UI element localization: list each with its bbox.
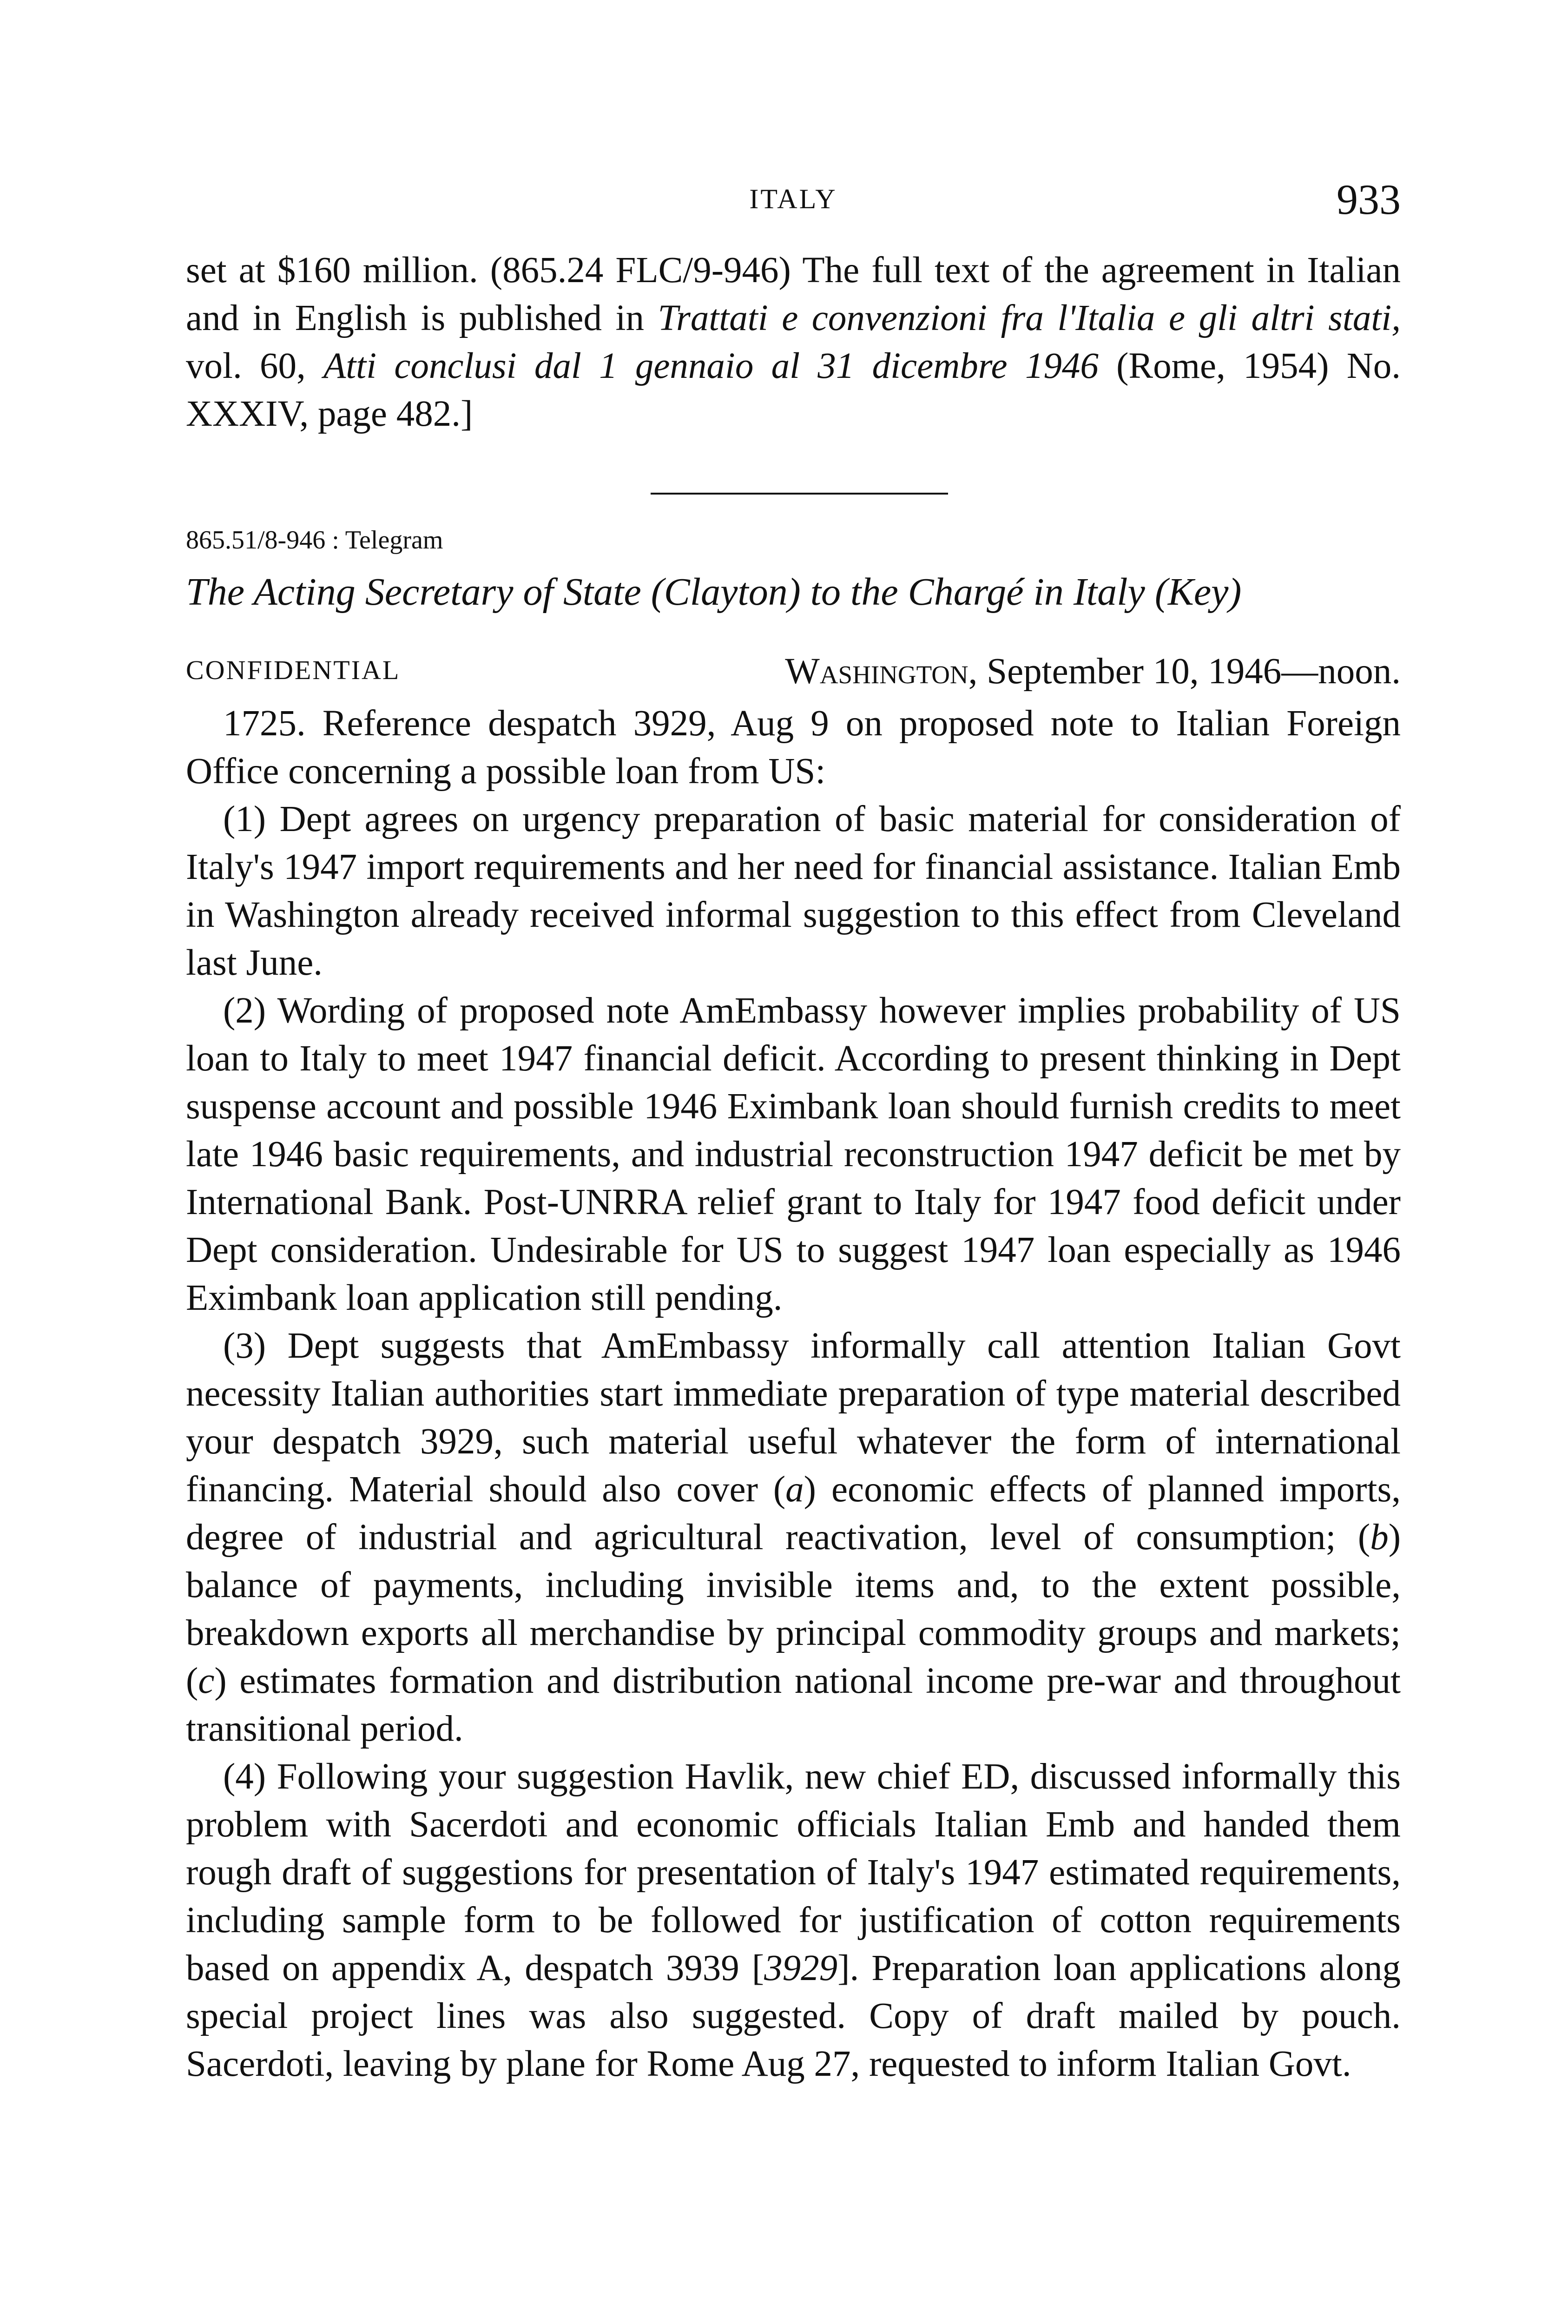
p5-text-b: ]. Preparation loan applications along special project lines was also suggested. Copy of draft mailed by pouch. Sacerdoti, leaving by plane for Rome Aug 27, requested to inform Italian Govt. <box>186 1948 1401 2084</box>
p4-letter-c: c <box>198 1661 215 1701</box>
telegram-body <box>186 700 1401 2088</box>
body-paragraph-5 <box>186 1753 1401 2088</box>
p4-text-d: ) estimates formation and distribution national income pre-war and throughout transitional period. <box>186 1661 1401 1749</box>
p4-text-b: ) economic effects of planned imports, degree of industrial and agricultural reactivation, level of consumption; ( <box>186 1469 1401 1558</box>
intro-text-1: set at $160 million. (865.24 FLC/9-946) The full text of the agreement in Italian and in English is published in <box>186 250 1401 338</box>
p5-text-a: (4) Following your suggestion Havlik, new chief ED, discussed informally this problem with Sacerdoti and economic officials Italian Emb and handed them rough draft of suggestions for presentation of Italy's 1947 estimated requirements, including sample form to be followed for justification of cotton requirements based on appendix A, despatch 3939 [ <box>186 1756 1401 1988</box>
body-paragraph-3: (2) Wording of proposed note AmEmbassy however implies probability of US loan to Italy to meet 1947 financial deficit. According to present thinking in Dept suspense account and possible 1946 Eximbank loan should furnish credits to meet late 1946 basic requirements, and industrial reconstruction 1947 deficit be met by International Bank. Post-UNRRA relief grant to Italy for 1947 food deficit under Dept consideration. Undesirable for US to suggest 1947 loan especially as 1946 Eximbank loan application still pending. <box>186 990 1401 1318</box>
running-head <box>186 175 1401 226</box>
p4-text-a: (3) Dept suggests that AmEmbassy informally call attention Italian Govt necessity Italian authorities start immediate preparation of type material described your despatch 3929, such material useful whatever the form of international financing. Material should also cover ( <box>186 1326 1401 1510</box>
dateline-place: Washington, <box>785 651 978 692</box>
document-header-row <box>186 651 1401 697</box>
intro-text-3: (Rome, 1954) No. XXXIV, page 482.] <box>186 346 1401 434</box>
classification-label: CONFIDENTIAL <box>186 655 401 685</box>
dateline-date: September 10, 1946—noon. <box>977 651 1401 692</box>
running-title: ITALY <box>749 184 837 214</box>
intro-paragraph <box>186 246 1401 438</box>
intro-text-2: vol. 60, <box>186 346 323 386</box>
p5-correction: 3929 <box>764 1948 838 1988</box>
page-number: 933 <box>1337 176 1401 223</box>
p4-letter-a: a <box>785 1469 804 1510</box>
dateline <box>785 651 1401 693</box>
intro-title-1: Trattati e convenzioni fra l'Italia e gli altri stati, <box>658 298 1401 338</box>
file-reference: 865.51/8-946 : Telegram <box>186 526 443 555</box>
body-paragraph-2: (1) Dept agrees on urgency preparation of basic material for consideration of Italy's 1947 import requirements and her need for financial assistance. Italian Emb in Washington already received informal suggestion to this effect from Cleveland last June. <box>186 799 1401 983</box>
section-divider <box>651 493 948 495</box>
p4-text-c: ) balance of payments, including invisible items and, to the extent possible, breakdown exports all merchandise by principal commodity groups and markets; ( <box>186 1517 1401 1701</box>
document-heading: The Acting Secretary of State (Clayton) to the Chargé in Italy (Key) <box>186 570 1242 614</box>
intro-title-2: Atti conclusi dal 1 gennaio al 31 dicembre 1946 <box>323 346 1099 386</box>
body-paragraph-4 <box>186 1322 1401 1753</box>
p4-letter-b: b <box>1370 1517 1389 1558</box>
body-paragraph-1: 1725. Reference despatch 3929, Aug 9 on proposed note to Italian Foreign Office concerning a possible loan from US: <box>186 703 1401 792</box>
